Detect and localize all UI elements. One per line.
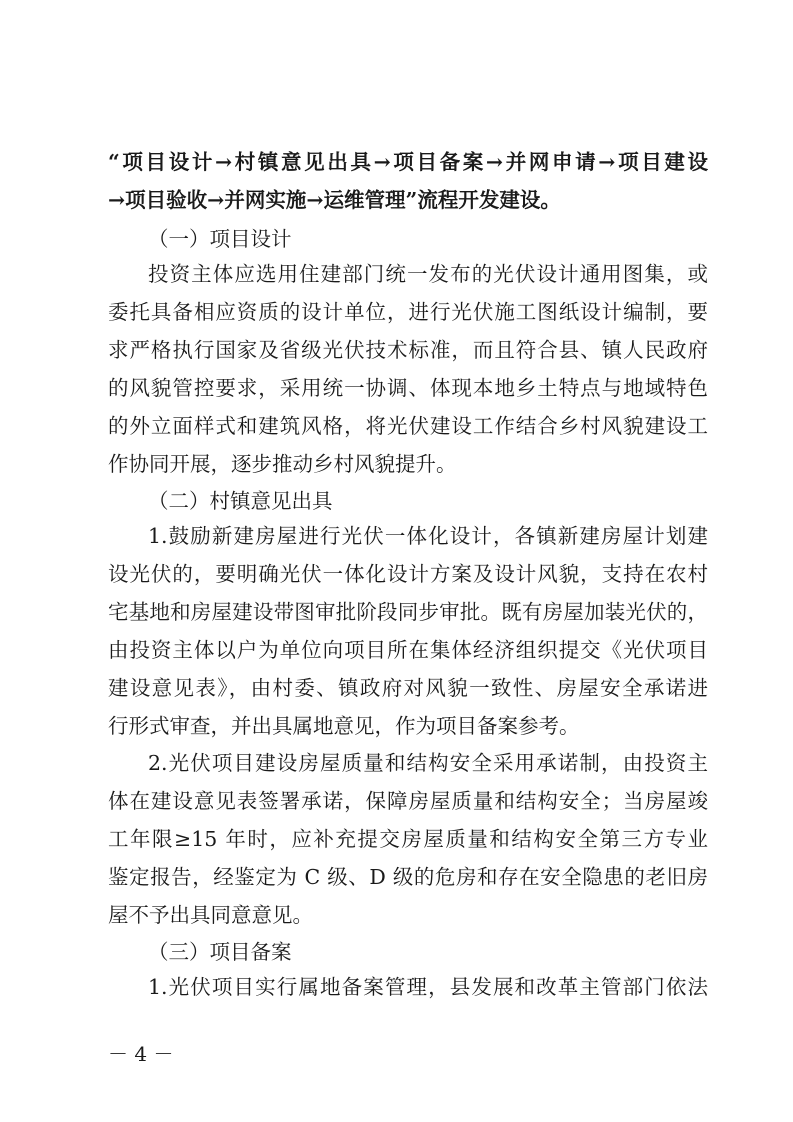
paragraph-line: 建设意见表》，由村委、镇政府对风貌一致性、房屋安全承诺进 xyxy=(108,676,708,700)
paragraph-line: 屋不予出具同意意见。 xyxy=(108,903,313,927)
paragraph-line: 求严格执行国家及省级光伏技术标准，而且符合县、镇人民政府 xyxy=(108,338,708,362)
paragraph-line: 的风貌管控要求，采用统一协调、体现本地乡土特点与地域特色 xyxy=(108,376,708,400)
paragraph-line: 1.鼓励新建房屋进行光伏一体化设计，各镇新建房屋计划建 xyxy=(148,524,708,548)
section-heading: （二）村镇意见出具 xyxy=(148,489,333,513)
paragraph-line: “项目设计→村镇意见出具→项目备案→并网申请→项目建设 xyxy=(108,150,708,174)
paragraph-line: →项目验收→并网实施→运维管理”流程开发建设。 xyxy=(108,188,561,212)
paragraph-line: 2.光伏项目建设房屋质量和结构安全采用承诺制，由投资主 xyxy=(148,751,708,775)
paragraph-line: 设光伏的，要明确光伏一体化设计方案及设计风貌，支持在农村 xyxy=(108,562,708,586)
paragraph-line: 由投资主体以户为单位向项目所在集体经济组织提交《光伏项目 xyxy=(108,638,708,662)
section-heading: （三）项目备案 xyxy=(148,940,292,964)
paragraph-line: 作协同开展，逐步推动乡村风貌提升。 xyxy=(108,452,457,476)
paragraph-line: 宅基地和房屋建设带图审批阶段同步审批。既有房屋加装光伏的， xyxy=(108,600,708,624)
paragraph-line: 行形式审查，并出具属地意见，作为项目备案参考。 xyxy=(108,714,580,738)
paragraph-line: 体在建设意见表签署承诺，保障房屋质量和结构安全；当房屋竣 xyxy=(108,789,708,813)
paragraph-line: 投资主体应选用住建部门统一发布的光伏设计通用图集，或 xyxy=(148,262,708,286)
paragraph-line: 鉴定报告，经鉴定为 C 级、D 级的危房和存在安全隐患的老旧房 xyxy=(108,865,708,889)
paragraph-line: 1.光伏项目实行属地备案管理，县发展和改革主管部门依法 xyxy=(148,975,708,999)
paragraph-line: 工年限≥15 年时，应补充提交房屋质量和结构安全第三方专业 xyxy=(108,827,708,851)
page-number: － 4 － xyxy=(108,1042,174,1066)
paragraph-line: 委托具备相应资质的设计单位，进行光伏施工图纸设计编制，要 xyxy=(108,300,708,324)
paragraph-line: 的外立面样式和建筑风格，将光伏建设工作结合乡村风貌建设工 xyxy=(108,414,708,438)
section-heading: （一）项目设计 xyxy=(148,227,292,251)
